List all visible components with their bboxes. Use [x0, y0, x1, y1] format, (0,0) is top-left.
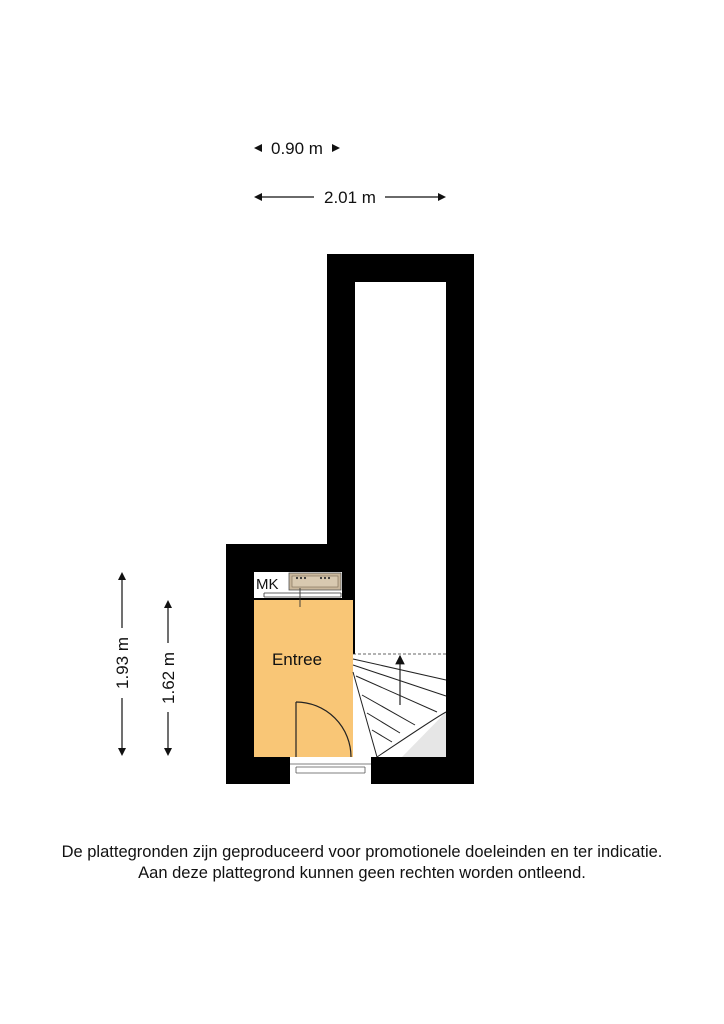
- meter-dot: [320, 577, 322, 579]
- dimension-top-short-label: 0.90 m: [271, 139, 323, 158]
- dimension-top-short: [254, 139, 340, 158]
- mk-label: MK: [256, 576, 279, 593]
- dimension-left-inner: [159, 600, 178, 756]
- dimension-top-long: [254, 188, 446, 207]
- meter-dot: [324, 577, 326, 579]
- dimension-left-outer-label: 1.93 m: [113, 637, 132, 689]
- disclaimer-line-1: De plattegronden zijn geproduceerd voor promotionele doeleinden en ter indicatie.: [61, 843, 663, 861]
- dimension-left-outer: [113, 572, 132, 756]
- entree-label: Entree: [271, 650, 323, 669]
- meter-cabinet-panel: [292, 576, 338, 587]
- disclaimer-line-2: Aan deze plattegrond kunnen geen rechten worden ontleend.: [138, 864, 586, 882]
- meter-dot: [304, 577, 306, 579]
- meter-dot: [300, 577, 302, 579]
- dimension-top-long-label: 2.01 m: [324, 188, 376, 207]
- front-threshold: [290, 757, 371, 784]
- dimension-left-inner-label: 1.62 m: [159, 652, 178, 704]
- upper-void: [355, 282, 446, 654]
- meter-dot: [296, 577, 298, 579]
- meter-dot: [328, 577, 330, 579]
- entree-room: [254, 600, 353, 757]
